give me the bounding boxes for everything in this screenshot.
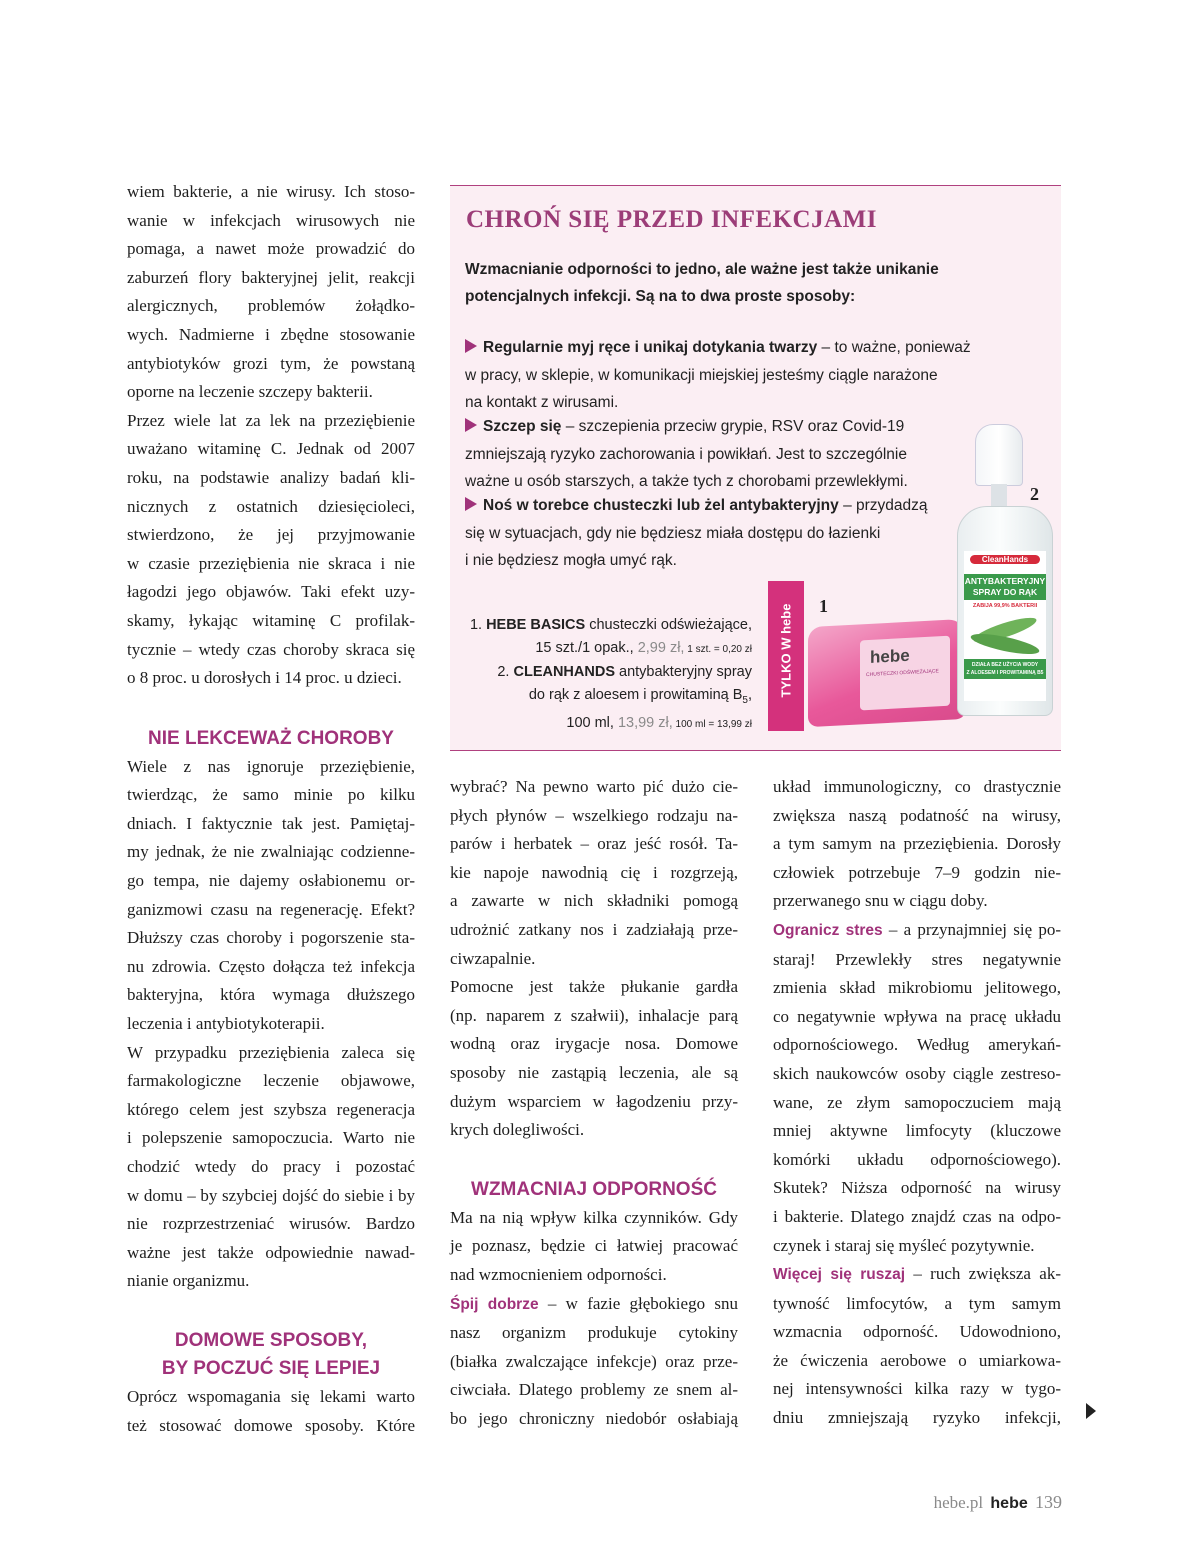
caption-2-brand: CLEANHANDS — [513, 664, 615, 680]
text-line: mniej aktywne limfocyty (kluczowe — [773, 1121, 1061, 1141]
text-line: bakteryjna, która wymaga dłuższego — [127, 985, 415, 1005]
text-line: że ćwiczenia aerobowe o umiarkowa- — [773, 1350, 1061, 1370]
product-number-2: 2 — [1030, 484, 1039, 504]
text-line: i bakterie. Dlatego znajdź czas na odpo- — [773, 1206, 1061, 1226]
text-line: ciwciała. Dlatego problemy ze snem al- — [450, 1380, 738, 1400]
text-line: wych. Nadmierne i zbędne stosowanie — [127, 324, 415, 344]
heading-wzmacniaj: WZMACNIAJ ODPORNOŚĆ — [471, 1178, 717, 1200]
text-line: o 8 proc. u dorosłych i 14 proc. u dzieci. — [127, 668, 402, 688]
text-line: nad wzmocnieniem odporności. — [450, 1264, 667, 1284]
spray-title-1: ANTYBAKTERYJNY — [964, 576, 1046, 586]
heading-domowe-sposoby — [127, 1327, 415, 1383]
text-line: ciwzapalnie. — [450, 948, 536, 968]
tip-2-rest: – szczepienia przeciw grypie, RSV oraz Covid-19 — [561, 418, 905, 435]
text-line: roku, na podstawie analizy badań kli- — [127, 467, 415, 487]
spray-title-2: SPRAY DO RĄK — [972, 587, 1038, 597]
text-line: Wiele z nas ignoruje przeziębienie, — [127, 756, 415, 776]
text-line: go tempa, nie dajemy osłabionemu or- — [127, 871, 415, 891]
move-rest — [773, 1290, 1061, 1433]
text-line: Pomocne jest także płukanie gardła — [450, 977, 738, 997]
text-line: nu zdrowia. Często dołącza też infekcja — [127, 956, 415, 976]
text-line: a tym samym na przeziębienia. Dorosły — [773, 834, 1061, 854]
caption-1-name: chusteczki odświeżające, — [585, 617, 752, 633]
tip-3-bold: Noś w torebce chusteczki lub żel antybakteryjny — [483, 497, 839, 514]
col1-paragraph-3 — [127, 753, 415, 1039]
text-line: sposoby nie zastąpią leczenia, ale są — [450, 1062, 738, 1082]
text-line: twierdząc, że samo minie po kilku — [127, 785, 415, 805]
text-line: dniu zmniejszają ryzyko infekcji, — [773, 1408, 1061, 1428]
caption-1-prefix: 1. — [469, 617, 487, 633]
col1-paragraph-2 — [127, 407, 415, 693]
text-line: (np. naparem z szałwii), inhalacje parą — [450, 1005, 738, 1025]
text-line: udrożnić zatkany nos i zadziałają prze- — [450, 919, 738, 939]
caption-2-unit-price: 100 ml = 13,99 zł — [672, 718, 752, 730]
text-line: Skutek? Niższa odporność na wirusy — [773, 1178, 1061, 1198]
text-line: parów i herbatek – oraz jeść rosół. Ta- — [450, 834, 738, 854]
text-line: wzmacnia odporność. Udowodniono, — [773, 1322, 1061, 1342]
keyword-wiecej-sie-ruszaj: Więcej się ruszaj — [773, 1266, 906, 1284]
spray-foot-1: DZIAŁA BEZ UŻYCIA WODY — [971, 662, 1039, 668]
spray-foot-2: Z ALOESEM I PROWITAMINĄ B5 — [966, 670, 1044, 676]
tip-3-line3: i nie będziesz mogła umyć rąk. — [465, 552, 677, 569]
text-line: wanie w infekcjach wirusowych nie — [127, 210, 415, 230]
page-footer — [934, 1492, 1062, 1513]
wipes-brand: hebe — [870, 645, 910, 667]
wipes-pack — [808, 619, 966, 727]
triangle-bullet-icon — [465, 339, 477, 353]
col3-paragraph-move — [773, 1260, 1061, 1433]
col2-paragraph-2 — [450, 973, 738, 1145]
heading-nie-lekcewaz: NIE LEKCEWAŻ CHOROBY — [148, 727, 394, 749]
text-line: co negatywnie wpływa na pracę układu — [773, 1006, 1061, 1026]
spray-title-band — [964, 574, 1046, 600]
text-line: też stosować domowe sposoby. Które — [127, 1415, 415, 1435]
text-line: nie rozprzestrzeniać wirusów. Bardzo — [127, 1214, 415, 1234]
intro-line-2: potencjalnych infekcji. Są na to dwa proste sposoby: — [465, 288, 856, 305]
text-line: w czasie przeziębienia nie skraca i nie — [127, 553, 415, 573]
text-line: farmakologiczne leczenie objawowe, — [127, 1071, 415, 1091]
caption-2-prefix: 2. — [497, 664, 514, 680]
tip-1-line2: w pracy, w sklepie, w komunikacji miejskiej jesteśmy ciągle narażone — [465, 366, 938, 384]
product-wipes-image — [768, 581, 978, 731]
column-1 — [127, 178, 415, 1440]
text-line: zwiększa naszą podatność na wirusy, — [773, 805, 1061, 825]
spray-brand: CleanHands — [970, 555, 1040, 564]
caption-2-name: antybakteryjny spray — [614, 664, 752, 680]
move-first-line: – ruch zwiększa ak- — [905, 1264, 1061, 1284]
infobox-chron-sie — [450, 185, 1061, 751]
text-line: zaburzeń flory bakteryjnej jelit, reakcji — [127, 267, 415, 287]
intro-line-1: Wzmacnianie odporności to jedno, ale ważne jest także unikanie — [465, 261, 939, 278]
footer-site: hebe.pl — [933, 1493, 984, 1512]
tip-carry-wipes — [465, 492, 928, 575]
tip-2-line2: zmniejszają ryzyko zachorowania i powikłań. Jest to szczególnie — [465, 445, 907, 463]
spray-footer-band — [964, 659, 1046, 679]
text-line: antybiotyków grozi tym, że powstaną — [127, 353, 415, 373]
text-line: płych płynów – wszelkiego rodzaju na- — [450, 805, 738, 825]
text-line: pomaga, a nawet może prowadzić do — [127, 239, 415, 259]
text-line: uważano witaminę C. Jednak od 2007 — [127, 439, 415, 459]
stress-rest — [773, 946, 1061, 1261]
text-line: wane, ze złym samopoczuciem mają — [773, 1092, 1061, 1112]
text-line: (białka zwalczające infekcje) oraz prze- — [450, 1351, 738, 1371]
text-line: wiem bakterie, a nie wirusy. Ich stoso- — [127, 182, 415, 201]
col2-paragraph-sleep — [450, 1290, 738, 1434]
text-line: je poznasz, będzie ci łatwiej pracować — [450, 1236, 738, 1256]
text-line: W przypadku przeziębienia zaleca się — [127, 1042, 415, 1062]
col2-paragraph-3 — [450, 1204, 738, 1290]
text-line: alergicznych, problemów żołądko- — [127, 296, 415, 316]
tip-vaccinate — [465, 413, 908, 496]
footer-brand-logo: hebe — [990, 1495, 1028, 1512]
tip-2-bold: Szczep się — [483, 418, 562, 435]
keyword-spij-dobrze: Śpij dobrze — [450, 1295, 539, 1313]
text-line: ważne jest także odpowiednie nawad- — [127, 1242, 415, 1262]
text-line: układ immunologiczny, co drastycznie — [773, 777, 1061, 796]
text-line: chodzić wtedy do pracy i pozostać — [127, 1157, 415, 1176]
text-line: skich naukowców osoby ciągle zestreso- — [773, 1063, 1061, 1083]
tylko-w-hebe-ribbon — [768, 581, 804, 731]
product-number-1: 1 — [819, 596, 828, 616]
product-caption — [470, 614, 752, 736]
text-line: Ma na nią wpływ kilka czynników. Gdy — [450, 1207, 738, 1227]
product-spray-image — [955, 424, 1055, 714]
text-line: kie napoje nawodnią cię i rozgrzeją, — [450, 862, 738, 882]
continue-arrow-icon — [1086, 1403, 1096, 1419]
column-2 — [450, 773, 738, 1433]
col2-paragraph-1 — [450, 773, 738, 973]
text-line: którego celem jest szybsza regeneracja — [127, 1099, 415, 1119]
text-line: zmienia skład mikrobiomu jelitowego, — [773, 978, 1061, 998]
text-line: komórki układu odpornościowego). — [773, 1149, 1061, 1169]
spray-cap — [975, 424, 1023, 486]
text-line: staraj! Przewlekły stres negatywnie — [773, 949, 1061, 969]
sleep-rest — [450, 1319, 738, 1433]
column-3 — [773, 773, 1061, 1433]
text-line: nej intensywności kilka razy w tygo- — [773, 1379, 1061, 1399]
spray-label — [964, 551, 1046, 701]
text-line: Oprócz wspomagania się lekami warto — [127, 1386, 415, 1406]
text-line: dużym wsparciem w łagodzeniu przy- — [450, 1091, 738, 1111]
col1-paragraph-5 — [127, 1383, 415, 1440]
caption-2-desc: do rąk z aloesem i prowitaminą B — [528, 686, 743, 703]
page-number: 139 — [1035, 1492, 1062, 1512]
text-line: w domu – by szybciej dojść do siebie i by — [127, 1185, 415, 1205]
text-line: ganizmowi czasu na regenerację. Efekt? — [127, 899, 415, 919]
spray-bottle — [957, 506, 1053, 716]
aloe-leaves — [964, 613, 1046, 659]
caption-2-volume: 100 ml, — [566, 714, 614, 731]
text-line: my jednak, że nie zwalniając codzienne- — [127, 842, 415, 862]
triangle-bullet-icon — [465, 418, 477, 432]
heading-domowe-line2: BY POCZUĆ SIĘ LEPIEJ — [161, 1357, 381, 1379]
text-line: wybrać? Na pewno warto pić dużo cie- — [450, 777, 738, 796]
text-line: tycznie – wtedy czas choroby skraca się — [127, 639, 415, 659]
spray-kills: ZABIJA 99,9% BAKTERII — [972, 603, 1038, 609]
text-line: odpornościowego. Według amerykań- — [773, 1035, 1061, 1055]
text-line: stwierdzono, że jej przyjmowanie — [127, 525, 415, 545]
caption-1-price: 2,99 zł, — [633, 639, 685, 656]
text-line: wodną oraz irygacje nosa. Domowe — [450, 1034, 738, 1054]
infobox-intro — [465, 256, 1005, 310]
col1-paragraph-1 — [127, 178, 415, 407]
infobox-title: CHROŃ SIĘ PRZED INFEKCJAMI — [466, 206, 877, 233]
text-line: nianie organizmu. — [127, 1271, 250, 1291]
wipes-label — [860, 636, 950, 711]
text-line: łagodzi jego objawów. Taki efekt uzy- — [127, 582, 415, 602]
caption-2-price: 13,99 zł, — [613, 714, 673, 731]
text-line: Dłuższy czas choroby i pogorszenie sta- — [127, 928, 415, 948]
caption-1-unit-price: 1 szt. = 0,20 zł — [684, 643, 752, 655]
caption-1-pack: 15 szt./1 opak., — [535, 639, 634, 656]
spray-nozzle — [991, 484, 1007, 508]
text-line: oporne na leczenie szczepy bakterii. — [127, 382, 373, 402]
caption-2-sub: 5 — [742, 694, 748, 706]
text-line: bo jego chroniczny niedobór osłabiają — [450, 1408, 738, 1428]
text-line: leczenia i antybiotykoterapii. — [127, 1014, 325, 1034]
text-line: i polepszenie samopoczucia. Warto nie — [127, 1128, 415, 1148]
text-line: człowiek potrzebuje 7–9 godzin nie- — [773, 862, 1061, 882]
text-line: nicznych z ostatnich dziesięcioleci, — [127, 496, 415, 516]
text-line: nasz organizm produkuje cytokiny — [450, 1323, 738, 1343]
tip-1-rest: – to ważne, ponieważ — [817, 339, 971, 356]
stress-first-line: – a przynajmniej się po- — [882, 919, 1062, 939]
sleep-first-line: – w fazie głębokiego snu — [538, 1293, 738, 1313]
heading-domowe-line1: DOMOWE SPOSOBY, — [174, 1329, 368, 1351]
wipes-subtitle: CHUSTECZKI ODŚWIEŻAJĄCE — [866, 668, 939, 679]
col3-paragraph-1 — [773, 773, 1061, 916]
caption-1-brand: HEBE BASICS — [486, 617, 586, 633]
text-line: krych dolegliwości. — [450, 1120, 585, 1140]
text-line: Przez wiele lat za lek na przeziębienie — [127, 410, 415, 430]
text-line: czynek i staraj się myśleć pozytywnie. — [773, 1235, 1035, 1255]
caption-2-comma: , — [747, 686, 752, 703]
tip-3-line2: się w sytuacjach, gdy nie będziesz miała dostępu do łazienki — [465, 524, 881, 542]
tip-1-bold: Regularnie myj ręce i unikaj dotykania twarzy — [483, 339, 818, 356]
tip-1-line3: na kontakt z wirusami. — [465, 394, 619, 411]
keyword-ogranicz-stres: Ogranicz stres — [773, 921, 883, 939]
triangle-bullet-icon — [465, 497, 477, 511]
col1-paragraph-4 — [127, 1039, 415, 1296]
ribbon-text: TYLKO W hebe — [778, 603, 794, 698]
text-line: tywność limfocytów, a tym samym — [773, 1293, 1061, 1313]
text-line: przerwanego snu w ciągu doby. — [773, 891, 988, 911]
tip-wash-hands — [465, 334, 971, 417]
tip-3-rest: – przydadzą — [838, 497, 928, 514]
text-line: dniach. I faktycznie tak jest. Pamiętaj- — [127, 813, 415, 833]
col3-paragraph-stress — [773, 916, 1061, 1260]
text-line: skamy, łykając witaminę C profilak- — [127, 610, 415, 630]
text-line: a zawarte w nich składniki pomogą — [450, 891, 738, 911]
tip-2-line3: ważne u osób starszych, a także tych z chorobami przewlekłymi. — [465, 473, 908, 490]
